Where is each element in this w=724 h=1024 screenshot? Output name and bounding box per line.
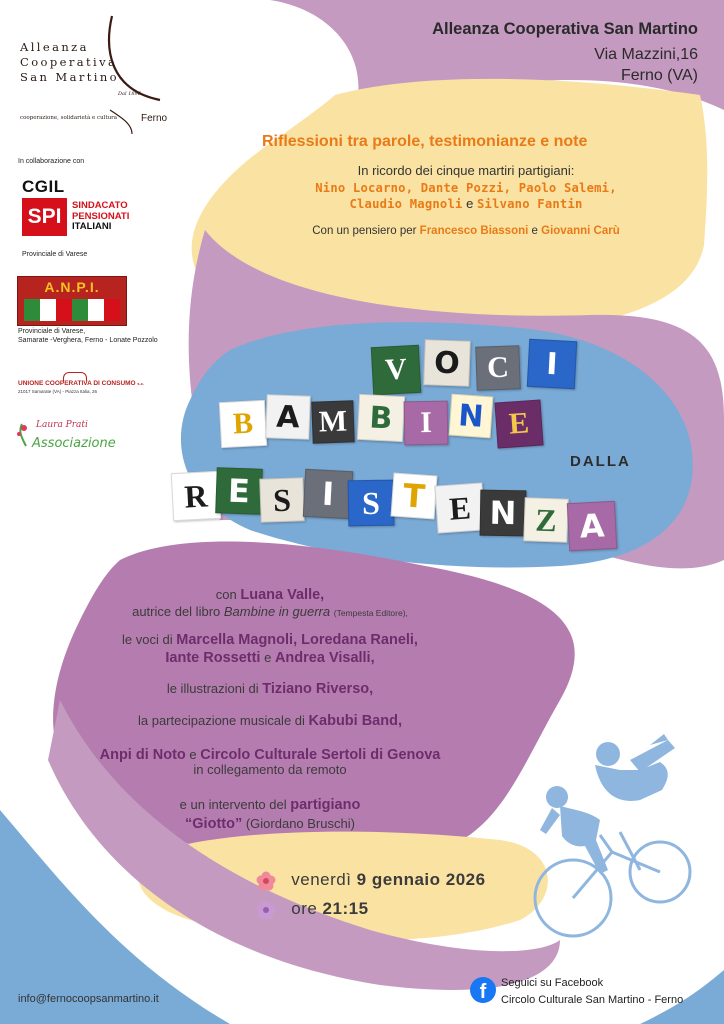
- title-letter-tile: E: [215, 467, 263, 515]
- remote-1: Anpi di Noto: [99, 747, 186, 763]
- title-letter-tile: B: [219, 400, 267, 448]
- facebook-icon[interactable]: f: [470, 977, 496, 1003]
- book-publisher: (Tempesta Editore),: [333, 608, 408, 618]
- flower-lilac-icon: [256, 900, 276, 920]
- time-prefix: ore: [291, 899, 318, 918]
- logo-line-1: Alleanza: [20, 40, 89, 54]
- facebook-page-name[interactable]: Circolo Culturale San Martino - Ferno: [501, 994, 684, 1006]
- remote-2: Circolo Culturale Sertoli di Genova: [200, 747, 441, 763]
- band-name: Kabubi Band,: [308, 713, 402, 729]
- header-org-name: Alleanza Cooperativa San Martino: [432, 20, 698, 38]
- thought-name-1: Francesco Biassoni: [419, 225, 529, 237]
- header-city: Ferno (VA): [620, 67, 698, 84]
- title-letter-tile: N: [480, 490, 527, 537]
- title-letter-tile: E: [494, 399, 543, 448]
- logo-place: Ferno: [141, 113, 168, 124]
- author-name: Luana Valle,: [240, 587, 325, 603]
- program-voices-line-1: le voci di Marcella Magnoli, Loredana Raneli,: [122, 632, 418, 648]
- logo-line-3: San Martino: [20, 70, 119, 84]
- martyrs-line-2: [256, 196, 676, 211]
- spi-badge: [22, 198, 67, 236]
- logo-line-2: Cooperativa: [20, 55, 118, 69]
- anpi-caption-1: Provinciale di Varese,: [18, 328, 86, 335]
- voice-3: Iante Rossetti: [165, 650, 261, 666]
- spi-name: [72, 201, 129, 233]
- anpi-logo: [17, 276, 127, 326]
- anpi-caption-2: Samarate -Verghera, Ferno - Lonate Pozzolo: [18, 337, 158, 344]
- cgil-brand: CGIL: [22, 177, 65, 196]
- title-letter-tile: O: [423, 339, 471, 387]
- title-letter-tile: V: [371, 345, 421, 395]
- program-remote-suffix: in collegamento da remoto: [193, 762, 347, 777]
- cgil-caption: Provinciale di Varese: [22, 251, 88, 258]
- collab-intro: In collaborazione con: [18, 158, 85, 165]
- martyrs-conj: e: [466, 196, 474, 211]
- laura-prati-logo: [14, 418, 134, 458]
- spi-name-3: ITALIANI: [72, 221, 112, 232]
- voice-4: Andrea Visalli,: [274, 650, 375, 666]
- spi-name-2: PENSIONATI: [72, 210, 130, 222]
- program-partisan-line: e un intervento del partigiano: [179, 797, 361, 813]
- coop-logo: [20, 40, 119, 85]
- partisan-name: “Giotto”: [185, 816, 243, 832]
- martyrs-line-1: [256, 180, 676, 195]
- laura-prati-name: Laura Prati: [36, 420, 88, 430]
- blue-blob: [181, 322, 693, 567]
- program-partisan-name-line: [30, 816, 510, 832]
- spi-text: SPI: [27, 205, 62, 228]
- program-book-line: autrice del libro Bambine in guerra (Tempesta Editore),: [132, 604, 408, 619]
- memory-line: In ricordo dei cinque martiri partigiani:: [357, 163, 575, 178]
- title-letter-tile: S: [259, 477, 305, 523]
- title-letter-tile: A: [265, 394, 311, 440]
- date-value: 9 gennaio 2026: [356, 870, 486, 889]
- title-letter-tile: T: [391, 473, 438, 520]
- martyr-5: Silvano Fantin: [477, 197, 583, 211]
- event-subtitle: Riflessioni tra parole, testimonianze e note: [262, 133, 588, 150]
- logo-since: Dal 1896: [118, 91, 141, 97]
- contact-email[interactable]: info@fernocoopsanmartino.it: [18, 993, 159, 1005]
- voices-names-1: Marcella Magnoli, Loredana Raneli,: [176, 632, 418, 648]
- martyr-4: Claudio Magnoli: [349, 197, 463, 211]
- anpi-flag: [24, 299, 120, 321]
- program-author-line: con Luana Valle,: [215, 587, 325, 603]
- thought-conj: e: [531, 225, 538, 237]
- illustrator-name: Tiziano Riverso,: [262, 681, 374, 697]
- book-title: Bambine in guerra: [223, 604, 331, 619]
- title-word-dalla: DALLA: [570, 453, 631, 470]
- program-illustrations-line: le illustrazioni di Tiziano Riverso,: [166, 681, 374, 697]
- event-date: [256, 870, 486, 891]
- program-music-line: la partecipazione musicale di Kabubi Band,: [137, 713, 402, 729]
- title-letter-tile: R: [171, 471, 221, 521]
- program-remote-line: Anpi di Noto e Circolo Culturale Sertoli di Genova: [99, 747, 441, 763]
- logo-tagline: cooperazione, solidarietà e cultura: [20, 115, 118, 121]
- title-letter-tile: Z: [523, 497, 569, 543]
- title-letter-tile: N: [449, 394, 494, 439]
- title-letter-tile: I: [303, 469, 353, 519]
- event-time: [256, 899, 369, 920]
- laura-prati-type: Associazione: [32, 436, 116, 451]
- header-street: Via Mazzini,16: [594, 46, 698, 63]
- title-letter-tile: A: [567, 501, 617, 551]
- cyclists-illustration: [535, 734, 690, 936]
- day-prefix: venerdì: [291, 870, 352, 889]
- thought-prefix: Con un pensiero per: [312, 225, 417, 237]
- program-voices-line-2: Iante Rossetti e Andrea Visalli,: [165, 650, 375, 666]
- partisan-real-name: (Giordano Bruschi): [245, 816, 355, 831]
- thought-line: [256, 225, 676, 237]
- spi-name-1: SINDACATO: [72, 200, 128, 211]
- time-value: 21:15: [322, 899, 369, 918]
- facebook-follow: Seguici su Facebook: [501, 977, 604, 989]
- anpi-brand: A.N.P.I.: [44, 279, 100, 295]
- unione-logo: [18, 372, 148, 402]
- title-letter-tile: S: [348, 480, 395, 527]
- title-letter-tile: B: [357, 394, 405, 442]
- logo-arc: [110, 110, 132, 134]
- title-letter-tile: C: [475, 345, 521, 391]
- title-letter-tile: E: [434, 482, 485, 533]
- martyrs-names-1: Nino Locarno, Dante Pozzi, Paolo Salemi,: [315, 181, 617, 195]
- partisan-word: partigiano: [290, 797, 361, 813]
- title-letter-tile: I: [527, 339, 577, 389]
- unione-name: UNIONE COOPERATIVA DI CONSUMO s.c.: [18, 380, 145, 387]
- cgil-logo: [22, 177, 172, 262]
- title-letter-tile: I: [404, 401, 449, 446]
- thought-name-2: Giovanni Carù: [541, 225, 620, 237]
- title-letter-tile: M: [311, 400, 354, 443]
- flower-pink-icon: [256, 871, 276, 891]
- unione-address: 21017 Samarate (VA) - Piazza Italia, 26: [18, 389, 97, 394]
